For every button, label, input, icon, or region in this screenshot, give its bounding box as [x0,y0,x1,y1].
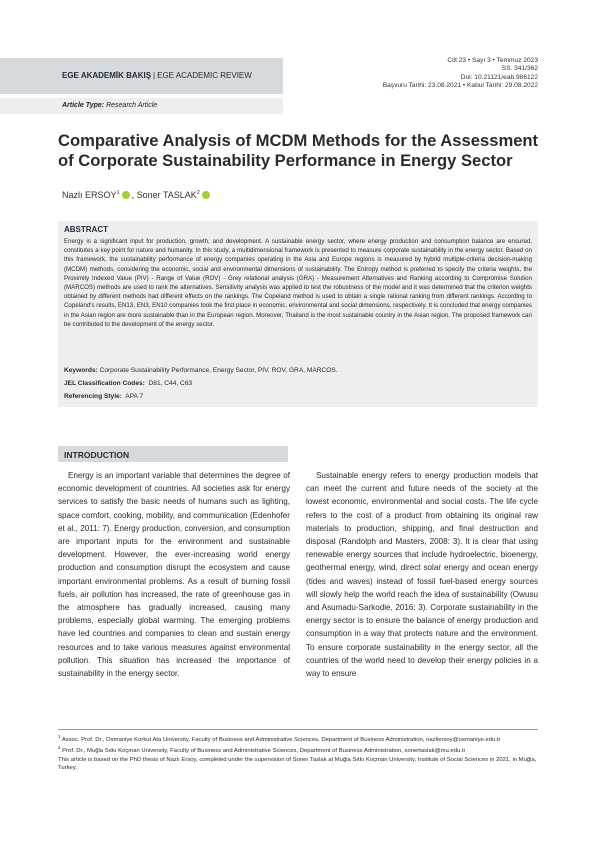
issue-info: Cilt 23 • Sayı 3 • Temmuz 2023 [447,57,538,64]
author-1-affiliation-mark: 1 [116,190,120,196]
article-type [62,102,157,109]
footnote-divider [58,729,538,730]
referencing-style [64,393,143,400]
journal-name-separator: | [153,71,156,80]
author-2-name[interactable]: Soner TASLAK [136,190,197,200]
footnote-1-mark: 1 [58,734,61,739]
journal-name-en: EGE ACADEMIC REVIEW [157,71,252,80]
abstract-heading: ABSTRACT [64,225,108,234]
referencing-style-value: APA 7 [125,393,144,400]
footnote-1 [58,733,538,744]
jel-value: D81, C44, C63 [148,380,193,387]
keywords-value: Corporate Sustainability Performance, Energy Sector, PIV, ROV, GRA, MARCOS. [99,367,338,374]
submission-dates: Başvuru Tarihi: 23.08.2021 • Kabul Tarihi: 29.08.2022 [382,81,538,89]
keywords [64,367,338,374]
keywords-label: Keywords: [64,367,98,374]
article-type-value: Research Article [106,102,158,109]
section-heading: INTRODUCTION [64,450,130,460]
author-separator: , [131,190,137,200]
footnote-1-text: Assoc. Prof. Dr., Osmaniye Korkut Ata University, Faculty of Business and Administrative Sciences, Department of Business Administration, nazliersoy@osmaniye.edu.tr [61,736,501,743]
orcid-icon[interactable] [202,191,210,199]
journal-name-tr: EGE AKADEMİK BAKIŞ [62,71,152,80]
page-range: SS. 341/362 [501,65,538,73]
footnote-2 [58,744,538,755]
footnote-2-text: Prof. Dr., Muğla Sıtkı Koçman University, Faculty of Business and Administrative Sciences, Department of Business Administration, sonertaslak@mu.edu.tr [62,748,466,755]
footnote-2-mark: 2 [58,745,61,751]
body-column-left: Energy is an important variable that determines the degree of economic development of countries. All societies ask for energy services to satisfy the basic needs of humans such as lighting, space comfort, cooking, mobility, and communication (Edenhofer et al., 2011: 7). Energy production, conversion, and consumption are important inputs for the environment and sustainable development. However, the ever-increasing world energy production and consumption disrupt the ecosystem and cause important environmental problems. As a result of burning fossil fuels, air pollution has increased, the rate of greenhouse gas in the atmosphere has gradually increased, causing many problems, especially global warming. The emerging problems have led countries and companies to clean and sustain energy resources and to take various measures against environmental pollution. This situation has increased the importance of sustainability in the energy sector. [58,471,290,679]
footnotes [58,733,538,772]
referencing-style-label: Referencing Style: [64,393,122,400]
issue-metadata [278,57,538,90]
orcid-icon[interactable] [122,191,130,199]
author-line [62,190,212,200]
thesis-note: This article is based on the PhD thesis of Nazlı Ersoy, completed under the supervision of Soner Taslak at Muğla Sıtkı Koçman University, Institute of Social Sciences in 2021, in Muğla, Turkey. [58,756,537,771]
paper-title: Comparative Analysis of MCDM Methods for the Assessment of Corporate Sustainability Performance in Energy Sector [58,131,539,170]
jel-codes [64,380,192,387]
jel-label: JEL Classification Codes: [64,380,145,387]
abstract-text: Energy is a significant input for production, growth, and development. A sustainable energy sector, where energy production and consumption balance are ensured, constitutes a key point for nature and humanity. In this study, a multidimensional framework is presented to measure corporate sustainability in the energy sector. Based on this framework, the sustainability performance of energy companies operating in the Asia and Europe regions is measured by hybrid multiple-criteria decision-making (MCDM) methods, considering the economic, social and environmental dimensions of sustainability. The Entropy method is preferred to specify the criteria weights, the Proximity Indexed Value (PIV) - Range of Value (ROV) - Grey relational analysis (GRA) - Measurement Alternatives and Ranking according to Compromise Solution (MARCOS) methods are used to rank the alternatives. Sensitivity analysis was applied to test the robustness of the model and it was determined that the criterion weights obtained by different methods had different effects on the rankings. The Copeland method is used to obtain a single rational ranking from different rankings. According to Copeland's results, EN13, EN3, EN10 companies took the first place in economic, environmental and social dimensions, respectively. It is concluded that energy companies in the Asian region are more sustainable than in the European region. Moreover, Thailand is the most sustainable country in the Asian region. The proposed framework can be contributed to the development of the energy sector. [64,238,532,328]
doi[interactable]: Doi: 10.21121/eab.986122 [460,73,538,81]
journal-name [62,71,252,80]
author-1-name[interactable]: Nazlı ERSOY [62,190,117,200]
body-column-right: Sustainable energy refers to energy production models that can meet the current and future needs of the society at the lowest economic, environmental and social costs. The life cycle refers to the cost of a product from obtaining its original raw materials to production, shipping, and final destruction and disposal (Randolph and Masters, 2008: 3). It is clear that using renewable energy sources that include hydroelectric, bioenergy, geothermal energy, wind, direct solar energy and ocean energy (tides and waves) instead of fossil fuel-based energy sources will slowly help the world reach the idea of sustainability (Owusu and Asumadu-Sarkodie, 2016: 3). Corporate sustainability in the energy sector is to ensure the balance of energy production and consumption in a way that protects nature and the environment. To ensure corporate sustainability in the energy sector, all the countries of the world need to develop their energy policies in a way to ensure [306,471,538,679]
author-2-affiliation-mark: 2 [196,190,200,196]
article-type-label: Article Type: [62,102,105,109]
